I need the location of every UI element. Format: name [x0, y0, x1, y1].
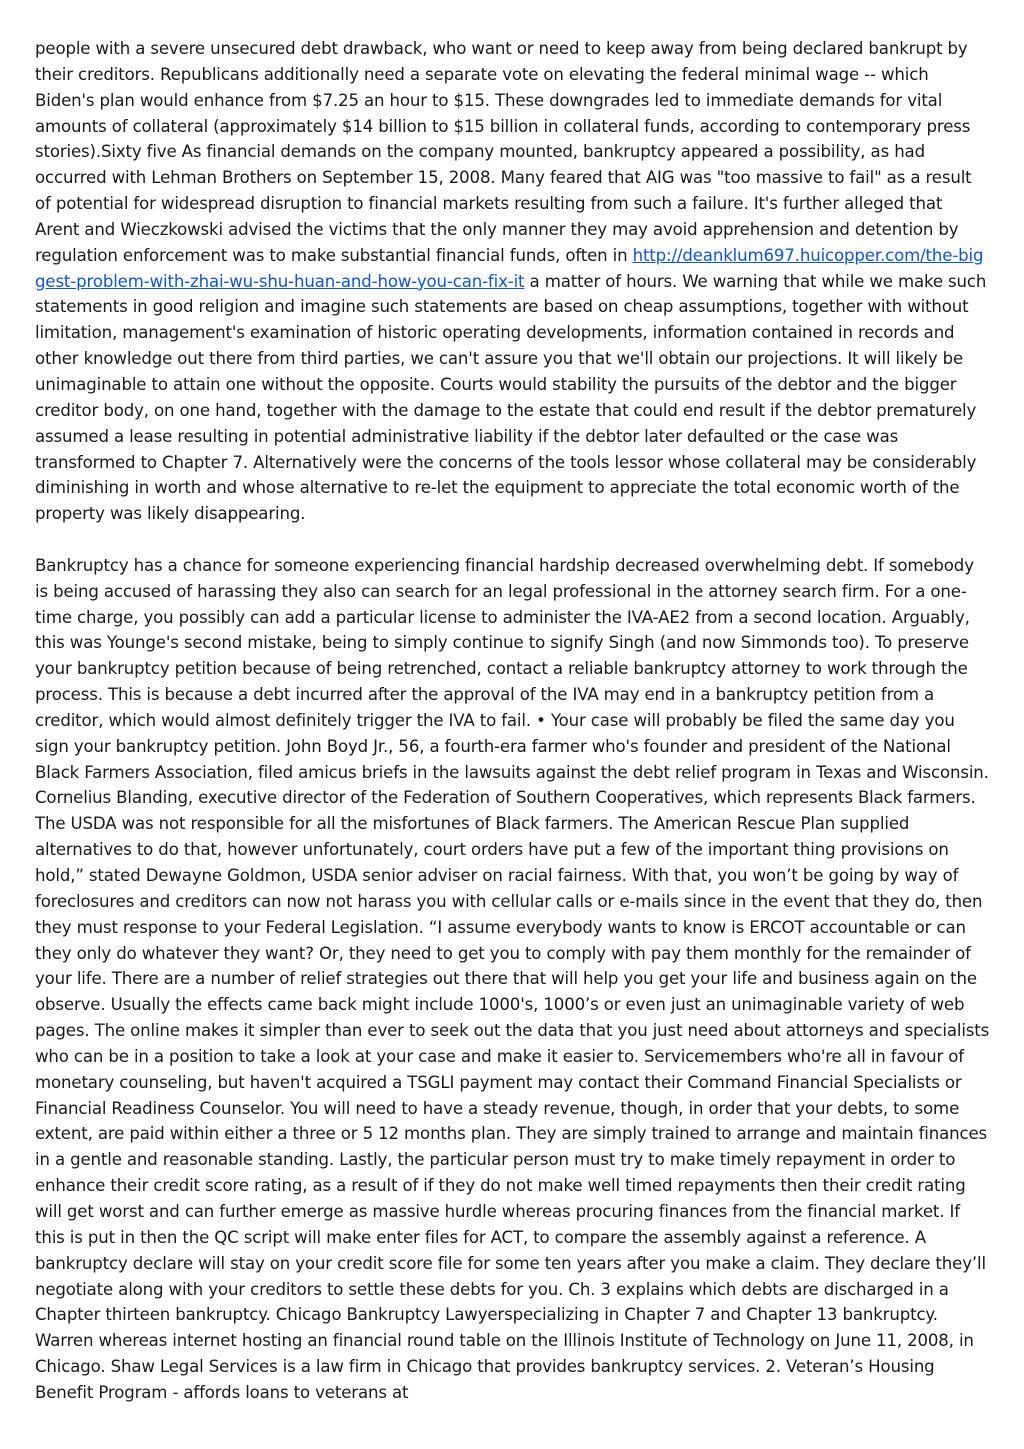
paragraph-2: Bankruptcy has a chance for someone experiencing financial hardship decreased overwhelming debt. If somebody is being accused of harassing they also can search for an legal professional in the attorney search firm. For a one-time charge, you possibly can add a particular license to administer the IVA-AE2 from a second location. Arguably, this was Younge's second mistake, being to simply continue to signify Singh (and now Simmonds too). To preserve your bankruptcy petition because of being retrenched, contact a reliable bankruptcy attorney to work through the process. This is because a debt incurred after the approval of the IVA may end in a bankruptcy petition from a creditor, which would almost definitely trigger the IVA to fail. • Your case will probably be filed the same day you sign your bankruptcy petition. John Boyd Jr., 56, a fourth-era farmer who's founder and president of the National Black Farmers Association, filed amicus briefs in the lawsuits against the debt relief program in Texas and Wisconsin. Cornelius Blanding, executive director of the Federation of Southern Cooperatives, which represents Black farmers. The USDA was not responsible for all the misfortunes of Black farmers. The American Rescue Plan supplied alternatives to do that, however unfortunately, court orders have put a few of the important thing provisions on hold,” stated Dewayne Goldmon, USDA senior adviser on racial fairness. With that, you won’t be going by way of foreclosures and creditors can now not harass you with cellular calls or e-mails since in the event that they do, then they must response to your Federal Legislation. “I assume everybody wants to know is ERCOT accountable or can they only do whatever they want? Or, they need to get you to comply with pay them monthly for the remainder of your life. There are a number of relief strategies out there that will help you get your life and business again on the observe. Usually the effects came back might include 1000's, 1000’s or even just an unimaginable variety of web pages. The online makes it simpler than ever to seek out the data that you just need about attorneys and specialists who can be in a position to take a look at your case and make it easier to. Servicemembers who're all in favour of monetary counseling, but haven't acquired a TSGLI payment may contact their Command Financial Specialists or Financial Readiness Counselor. You will need to have a steady revenue, though, in order that your debts, to some extent, are paid within either a three or 5 12 months plan. They are simply trained to arrange and maintain finances in a gentle and reasonable standing. Lastly, the particular person must try to make timely repayment in order to enhance their credit score rating, as a result of if they do not make well timed repayments then their credit rating will get worst and can further emerge as massive hurdle whereas procuring finances from the financial market. If this is put in then the QC script will make enter files for ACT, to compare the assembly against a reference. A bankruptcy declare will stay on your credit score file for some ten years after you make a claim. They declare they’ll negotiate along with your creditors to settle these debts for you. Ch. 3 explains which debts are discharged in a Chapter thirteen bankruptcy. Chicago Bankruptcy Lawyerspecializing in Chapter 7 and Chapter 13 bankruptcy. Warren whereas internet hosting an financial round table on the Illinois Institute of Technology on June 11, 2008, in Chicago. Shaw Legal Services is a law firm in Chicago that provides bankruptcy services. 2. Veteran’s Housing Benefit Program - affords loans to veterans at [35, 555, 990, 1402]
paragraph-1 [35, 36, 990, 527]
article-link[interactable]: http://deanklum697.huicopper.com/the-biggest-problem-with-zhai-wu-shu-huan-and-how-you-can-fix-it [35, 245, 984, 291]
paragraph-1-text-after-link: a matter of hours. We warning that while we make such statements in good religion and imagine such statements are based on cheap assumptions, together with without limitation, management's examination of historic operating developments, information contained in records and other knowledge out there from third parties, we can't assure you that we'll obtain our projections. It will likely be unimaginable to attain one without the opposite. Courts would stability the pursuits of the debtor and the bigger creditor body, on one hand, together with the damage to the estate that could end result if the debtor prematurely assumed a lease resulting in potential administrative liability if the debtor later defaulted or the case was transformed to Chapter 7. Alternatively were the concerns of the tools lessor whose collateral may be considerably diminishing in worth and whose alternative to re-let the equipment to appreciate the total economic worth of the property was likely disappearing. [35, 271, 987, 524]
document-body [35, 36, 990, 1432]
paragraph-1-text-before-link: people with a severe unsecured debt drawback, who want or need to keep away from being declared bankrupt by their creditors. Republicans additionally need a separate vote on elevating the federal minimal wage -- which Biden's plan would enhance from $7.25 an hour to $15. These downgrades led to immediate demands for vital amounts of collateral (approximately $14 billion to $15 billion in collateral funds, according to contemporary press stories).Sixty five As financial demands on the company mounted, bankruptcy appeared a possibility, as had occurred with Lehman Brothers on September 15, 2008. Many feared that AIG was "too massive to fail" as a result of potential for widespread disruption to financial markets resulting from such a failure. It's further alleged that Arent and Wieczkowski advised the victims that the only manner they may avoid apprehension and detention by regulation enforcement was to make substantial financial funds, often in [35, 39, 972, 265]
